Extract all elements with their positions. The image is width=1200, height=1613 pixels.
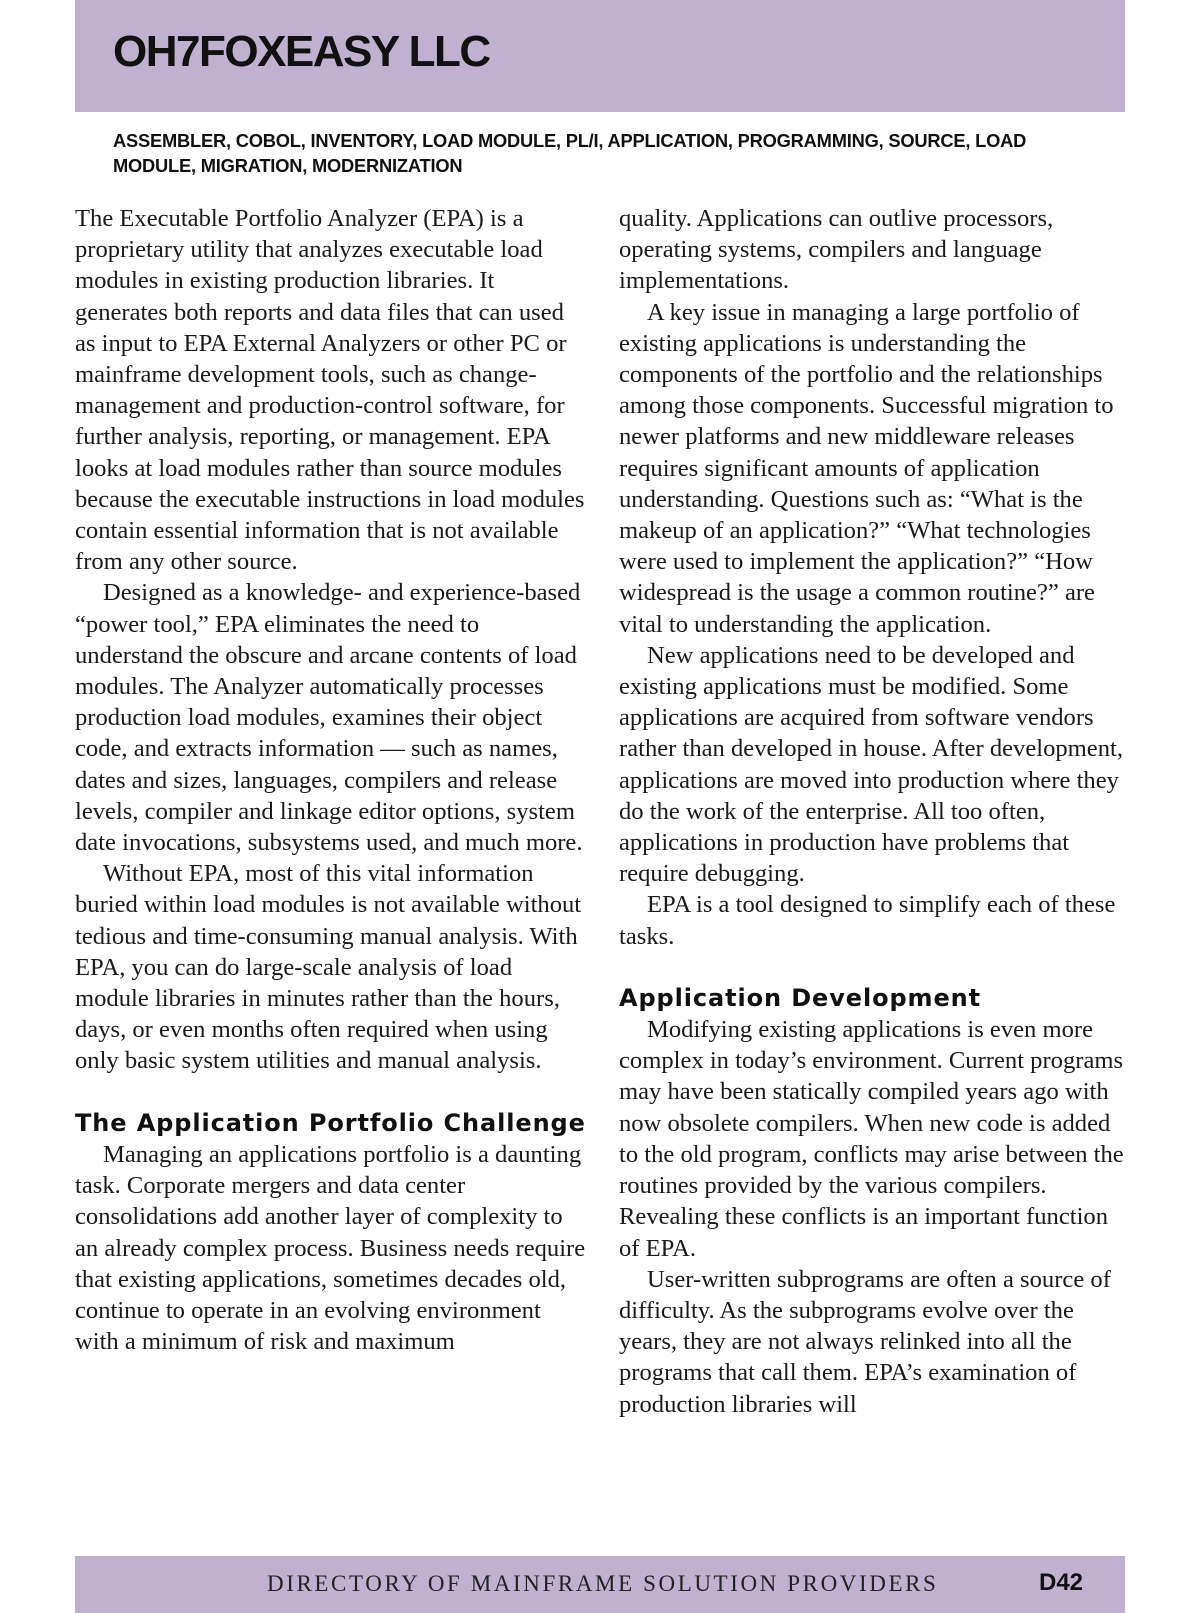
body-paragraph: Modifying existing applications is even more complex in today’s environment. Current programs may have been statically compiled years ago with now obsolete compilers. When new code is added to the old program, conflicts may arise between the routines provided by the various compilers. Revealing these conflicts is an important function of EPA. — [619, 1016, 1124, 1262]
body-paragraph: New applications need to be developed and existing applications must be modified. Some applications are acquired from software vendors rather than developed in house. After development, applications are moved into production where they do the work of the enterprise. All too often, applications in production have problems that require debugging. — [619, 641, 1124, 888]
body-paragraph: Managing an applications portfolio is a daunting task. Corporate mergers and data center consolidations add another layer of complexity to an already complex process. Business needs require that existing applications, sometimes decades old, continue to operate in an evolving environment with a minimum of risk and maximum — [75, 1140, 586, 1356]
body-paragraph: quality. Applications can outlive processors, operating systems, compilers and language implementations. — [619, 205, 1054, 295]
body-paragraph: EPA is a tool designed to simplify each of these tasks. — [619, 891, 1116, 950]
company-name: OH7FOXEASY LLC — [113, 27, 490, 76]
body-paragraph: A key issue in managing a large portfolio of existing applications is understanding the components of the portfolio and the relationships among those components. Successful migration to newer platforms and new middleware releases requires significant amounts of application understanding. Questions such as: “What is the makeup of an application?” “What technologies were used to implement the application?” “How widespread is the usage a common routine?” are vital to understanding the application. — [619, 298, 1114, 638]
footer-title: DIRECTORY OF MAINFRAME SOLUTION PROVIDERS — [267, 1571, 939, 1596]
right-column — [619, 203, 1129, 1420]
section-spacer — [619, 952, 1129, 983]
keywords-line: ASSEMBLER, COBOL, INVENTORY, LOAD MODULE, PL/I, APPLICATION, PROGRAMMING, SOURCE, LOAD MODULE, MIGRATION, MODERNIZATION — [113, 130, 1027, 176]
body-paragraph: Designed as a knowledge- and experience-based “power tool,” EPA eliminates the need to understand the obscure and arcane contents of load modules. The Analyzer automatically processes production load modules, examines their object code, and extracts information — such as names, dates and sizes, languages, compilers and release levels, compiler and linkage editor options, system date invocations, subsystems used, and much more. — [75, 579, 583, 857]
footer-band — [75, 1556, 1125, 1613]
header-band — [75, 0, 1125, 112]
page-number: D42 — [1039, 1569, 1084, 1596]
left-column — [75, 203, 590, 1357]
body-paragraph: User-written subprograms are often a source of difficulty. As the subprograms evolve over the years, they are not always relinked into all the programs that call them. EPA’s examination of production libraries will — [619, 1265, 1111, 1418]
section-heading: Application Development — [619, 983, 981, 1012]
section-heading: The Application Portfolio Challenge — [75, 1108, 586, 1137]
body-paragraph: Without EPA, most of this vital information buried within load modules is not available without tedious and time-consuming manual analysis. With EPA, you can do large-scale analysis of load module libraries in minutes rather than the hours, days, or even months often required when using only basic system utilities and manual analysis. — [75, 860, 582, 1075]
intro-paragraph: The Executable Portfolio Analyzer (EPA) is a proprietary utility that analyzes executable load modules in existing production libraries. It generates both reports and data files that can used as input to EPA External Analyzers or other PC or mainframe development tools, such as change-management and production-control software, for further analysis, reporting, or management. EPA looks at load modules rather than source modules because the executable instructions in load modules contain essential information that is not available from any other source. — [75, 205, 585, 576]
section-spacer — [75, 1077, 590, 1108]
